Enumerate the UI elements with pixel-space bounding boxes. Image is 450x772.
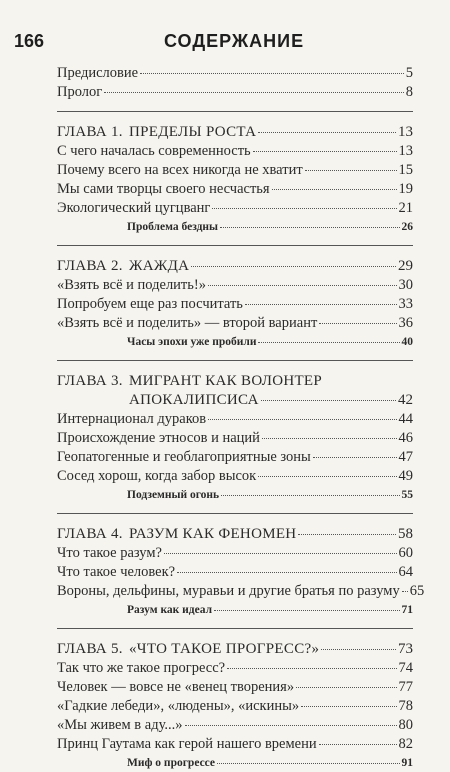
chapter-heading-title bbox=[57, 640, 319, 659]
dot-leader bbox=[214, 610, 399, 611]
toc-entry-page: 21 bbox=[398, 200, 413, 216]
toc-entry-title: Предисловие bbox=[57, 65, 139, 81]
toc-entry-page: 80 bbox=[398, 717, 413, 733]
toc-subsection bbox=[57, 486, 413, 504]
toc-entry-page: 74 bbox=[398, 660, 413, 676]
chapter-heading bbox=[57, 640, 413, 659]
chapter-heading-title bbox=[57, 123, 256, 142]
toc-entry bbox=[57, 314, 413, 333]
chapter-heading-cont bbox=[57, 391, 413, 410]
toc-entry bbox=[57, 276, 413, 295]
toc-entry-title: Вороны, дельфины, муравьи и другие братья по разуму bbox=[57, 583, 400, 599]
toc-entry-page: 46 bbox=[398, 430, 413, 446]
dot-leader bbox=[258, 132, 396, 133]
toc-entry-page: 77 bbox=[398, 679, 413, 695]
chapter-title: ПРЕДЕЛЫ РОСТА bbox=[129, 124, 257, 140]
dot-leader bbox=[227, 668, 396, 669]
toc-entry bbox=[57, 161, 413, 180]
dot-leader bbox=[321, 649, 396, 650]
toc-entry bbox=[57, 716, 413, 735]
toc-subsection-title: Подземный огонь bbox=[127, 489, 220, 501]
toc-entry-page: 47 bbox=[398, 449, 413, 465]
toc-entry-title: Мы сами творцы своего несчастья bbox=[57, 181, 270, 197]
toc-entry-title: Экологический цугцванг bbox=[57, 200, 211, 216]
toc-entry-title: «Гадкие лебеди», «людены», «искины» bbox=[57, 698, 300, 714]
chapter-heading-page: 73 bbox=[398, 641, 413, 657]
dot-leader bbox=[305, 170, 397, 171]
toc-entry bbox=[57, 199, 413, 218]
chapter-heading-page: 13 bbox=[398, 124, 413, 140]
toc-subsection bbox=[57, 333, 413, 351]
toc-entry-page: 49 bbox=[398, 468, 413, 484]
toc-entry bbox=[57, 64, 413, 83]
toc-subsection bbox=[57, 218, 413, 236]
page-title: СОДЕРЖАНИЕ bbox=[164, 31, 305, 51]
toc-entry-title: Сосед хорош, когда забор высок bbox=[57, 468, 257, 484]
toc-entry-page: 15 bbox=[398, 162, 413, 178]
toc-entry-page: 36 bbox=[398, 315, 413, 331]
toc-entry-title: Происхождение этносов и наций bbox=[57, 430, 260, 446]
dot-leader bbox=[212, 208, 396, 209]
dot-leader bbox=[319, 744, 397, 745]
toc-entry-title: Геопатогенные и геоблагоприятные зоны bbox=[57, 449, 311, 465]
chapter-title: МИГРАНТ КАК ВОЛОНТЕР bbox=[129, 373, 323, 389]
toc-subsection-title: Разум как идеал bbox=[127, 604, 213, 616]
chapter-heading bbox=[57, 525, 413, 544]
toc-subsection bbox=[57, 754, 413, 772]
page-header bbox=[14, 31, 450, 55]
toc-entry bbox=[57, 678, 413, 697]
dot-leader bbox=[261, 400, 396, 401]
toc-entry-title: Пролог bbox=[57, 84, 103, 100]
chapter-heading-cont-title: АПОКАЛИПСИСА bbox=[129, 392, 259, 408]
toc-entry-page: 44 bbox=[398, 411, 413, 427]
chapter-heading-title bbox=[57, 525, 296, 544]
toc-subsection-title: Проблема бездны bbox=[127, 221, 219, 233]
toc-subsection-page: 55 bbox=[401, 489, 413, 501]
toc-entry bbox=[57, 410, 413, 429]
toc-entry-page: 65 bbox=[409, 583, 425, 599]
toc-entry-title: «Взять всё и поделить» — второй вариант bbox=[57, 315, 318, 331]
chapter-title: «ЧТО ТАКОЕ ПРОГРЕСС?» bbox=[129, 641, 320, 657]
toc-subsection-title: Миф о прогрессе bbox=[127, 757, 216, 769]
chapter-heading-cont-page: 42 bbox=[398, 392, 413, 408]
toc-entry bbox=[57, 544, 413, 563]
toc-entry-title: Так что же такое прогресс? bbox=[57, 660, 226, 676]
chapter-heading bbox=[57, 372, 413, 391]
toc-entry bbox=[57, 448, 413, 467]
toc-entry bbox=[57, 582, 425, 601]
toc-entry-title: Почему всего на всех никогда не хватит bbox=[57, 162, 303, 178]
toc-subsection bbox=[57, 601, 413, 619]
toc-entry-title: Человек — вовсе не «венец творения» bbox=[57, 679, 295, 695]
toc-entry bbox=[57, 697, 413, 716]
dot-leader bbox=[253, 151, 397, 152]
toc-entry-title: Что такое разум? bbox=[57, 545, 162, 561]
toc-entry bbox=[57, 83, 413, 102]
chapter-divider bbox=[57, 628, 413, 629]
dot-leader bbox=[262, 438, 397, 439]
toc-entry-title: Интернационал дураков bbox=[57, 411, 207, 427]
chapter-label: ГЛАВА 1. bbox=[57, 124, 123, 140]
toc-entry-title: С чего началась современность bbox=[57, 143, 251, 159]
chapter-divider bbox=[57, 360, 413, 361]
toc-subsection-page: 26 bbox=[401, 221, 413, 233]
dot-leader bbox=[177, 572, 396, 573]
toc-entry bbox=[57, 429, 413, 448]
chapter-heading bbox=[57, 123, 413, 142]
dot-leader bbox=[140, 73, 404, 74]
chapter-label: ГЛАВА 2. bbox=[57, 258, 123, 274]
toc-entry bbox=[57, 659, 413, 678]
dot-leader bbox=[258, 342, 399, 343]
chapter-heading-title bbox=[57, 257, 189, 276]
chapter-heading-title bbox=[57, 372, 322, 391]
chapter-heading bbox=[57, 257, 413, 276]
toc-entry bbox=[57, 735, 413, 754]
dot-leader bbox=[245, 304, 397, 305]
dot-leader bbox=[164, 553, 397, 554]
dot-leader bbox=[208, 419, 396, 420]
chapter-label: ГЛАВА 4. bbox=[57, 526, 123, 542]
toc-entry-page: 19 bbox=[398, 181, 413, 197]
toc-entry bbox=[57, 563, 413, 582]
chapter-label: ГЛАВА 3. bbox=[57, 373, 123, 389]
chapter-heading-page: 29 bbox=[398, 258, 413, 274]
dot-leader bbox=[217, 763, 399, 764]
toc-entry-title: «Мы живем в аду...» bbox=[57, 717, 183, 733]
dot-leader bbox=[220, 227, 399, 228]
chapter-divider bbox=[57, 111, 413, 112]
toc-entry bbox=[57, 142, 413, 161]
toc-entry-page: 78 bbox=[398, 698, 413, 714]
toc-subsection-title: Часы эпохи уже пробили bbox=[127, 336, 257, 348]
chapter-divider bbox=[57, 513, 413, 514]
dot-leader bbox=[296, 687, 396, 688]
page-number: 166 bbox=[14, 31, 45, 51]
dot-leader bbox=[319, 323, 396, 324]
chapter-title: ЖАЖДА bbox=[129, 258, 190, 274]
toc-entry-page: 30 bbox=[398, 277, 413, 293]
dot-leader bbox=[301, 706, 396, 707]
toc-entry-page: 82 bbox=[398, 736, 413, 752]
chapter-heading-page: 58 bbox=[398, 526, 413, 542]
toc-entry-page: 60 bbox=[398, 545, 413, 561]
chapter-divider bbox=[57, 245, 413, 246]
toc-entry-page: 8 bbox=[405, 84, 413, 100]
toc-entry bbox=[57, 180, 413, 199]
table-of-contents bbox=[57, 64, 425, 772]
dot-leader bbox=[298, 534, 396, 535]
dot-leader bbox=[402, 591, 408, 592]
dot-leader bbox=[272, 189, 397, 190]
chapter-label: ГЛАВА 5. bbox=[57, 641, 123, 657]
toc-subsection-page: 91 bbox=[401, 757, 413, 769]
toc-entry-page: 13 bbox=[398, 143, 413, 159]
dot-leader bbox=[258, 476, 396, 477]
dot-leader bbox=[185, 725, 397, 726]
toc-subsection-page: 71 bbox=[401, 604, 413, 616]
dot-leader bbox=[221, 495, 399, 496]
toc-entry-page: 33 bbox=[398, 296, 413, 312]
toc-entry-title: Что такое человек? bbox=[57, 564, 176, 580]
toc-entry-page: 5 bbox=[405, 65, 413, 81]
chapter-title: РАЗУМ КАК ФЕНОМЕН bbox=[129, 526, 297, 542]
dot-leader bbox=[191, 266, 396, 267]
toc-entry bbox=[57, 467, 413, 486]
toc-entry-title: «Взять всё и поделить!» bbox=[57, 277, 206, 293]
toc-entry-title: Принц Гаутама как герой нашего времени bbox=[57, 736, 317, 752]
toc-subsection-page: 40 bbox=[401, 336, 413, 348]
dot-leader bbox=[208, 285, 397, 286]
toc-entry-page: 64 bbox=[398, 564, 413, 580]
toc-entry bbox=[57, 295, 413, 314]
dot-leader bbox=[104, 92, 404, 93]
dot-leader bbox=[313, 457, 397, 458]
toc-entry-title: Попробуем еще раз посчитать bbox=[57, 296, 243, 312]
